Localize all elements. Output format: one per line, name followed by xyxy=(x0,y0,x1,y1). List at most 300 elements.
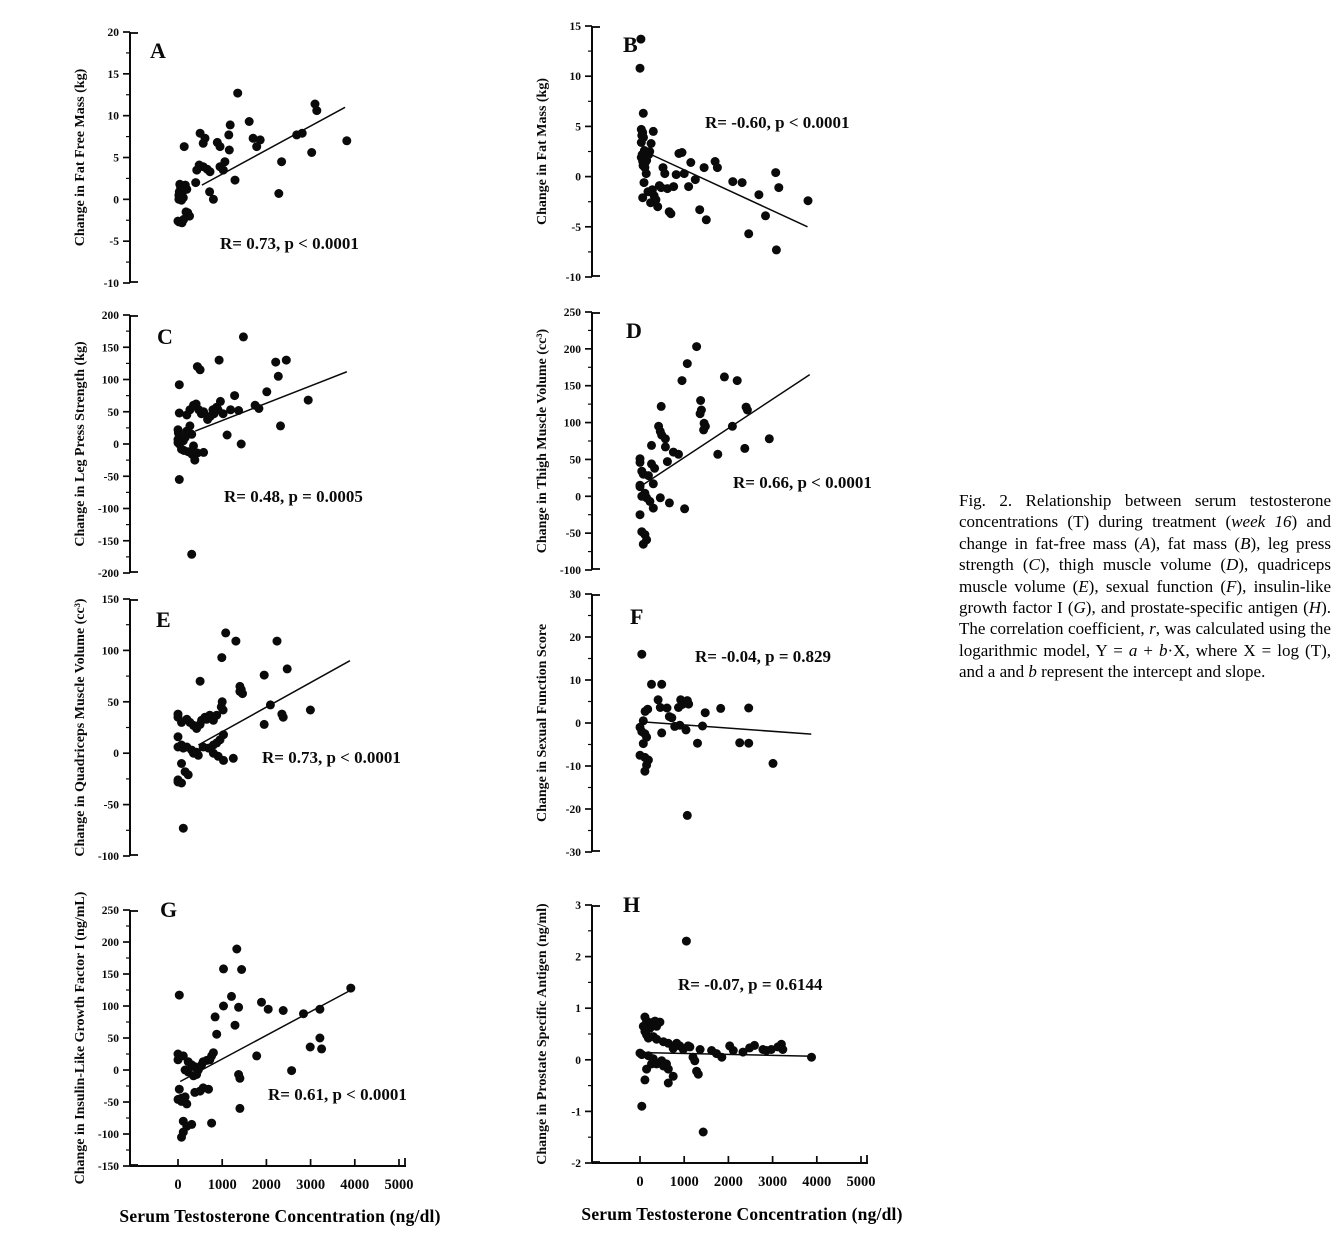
data-point xyxy=(219,1002,228,1011)
data-point xyxy=(649,127,658,136)
scatter-plot-e xyxy=(60,586,500,871)
data-point xyxy=(312,106,321,115)
data-point xyxy=(761,211,770,220)
data-point xyxy=(194,751,203,760)
panel-letter: H xyxy=(623,892,641,917)
data-point xyxy=(184,770,193,779)
data-point xyxy=(237,965,246,974)
data-point xyxy=(665,498,674,507)
data-point xyxy=(637,138,646,147)
data-point xyxy=(256,135,265,144)
caption-text-segment: ). The correlation coefficient, xyxy=(959,598,1331,639)
data-point xyxy=(639,739,648,748)
data-point xyxy=(306,706,315,715)
correlation-annotation: R= 0.48, p = 0.0005 xyxy=(224,487,363,506)
panel-letter: E xyxy=(156,607,171,632)
data-point xyxy=(317,1044,326,1053)
data-point xyxy=(743,406,752,415)
y-tick-label: 1 xyxy=(575,1003,581,1016)
data-point xyxy=(647,459,656,468)
y-tick-label: -100 xyxy=(97,1129,119,1141)
caption-italic-segment: A xyxy=(1139,533,1151,553)
data-point xyxy=(174,732,183,741)
y-tick-label: 0 xyxy=(575,1054,581,1067)
data-point xyxy=(637,650,646,659)
data-point xyxy=(264,1005,273,1014)
data-point xyxy=(226,405,235,414)
y-axis xyxy=(104,27,138,290)
x-tick-label: 4000 xyxy=(340,1177,370,1193)
scatter-points xyxy=(636,937,817,1137)
y-tick-label: -150 xyxy=(97,535,119,548)
data-point xyxy=(640,178,649,187)
data-point xyxy=(647,139,656,148)
x-tick-label: 0 xyxy=(636,1174,644,1190)
data-point xyxy=(175,380,184,389)
trend-line xyxy=(642,375,810,486)
data-point xyxy=(245,117,254,126)
x-tick-label: 2000 xyxy=(251,1177,281,1193)
data-point xyxy=(735,738,744,747)
data-point xyxy=(298,129,307,138)
data-point xyxy=(690,1056,699,1065)
figure-caption xyxy=(959,490,1331,683)
data-point xyxy=(199,448,208,457)
panel-d-thigh-muscle-volume xyxy=(522,298,962,583)
y-tick-label: -5 xyxy=(571,221,581,234)
data-point xyxy=(182,1099,191,1108)
data-point xyxy=(216,397,225,406)
data-point xyxy=(672,170,681,179)
x-tick-label: 5000 xyxy=(384,1177,414,1193)
y-tick-label: 15 xyxy=(569,21,581,33)
x-tick-label: 5000 xyxy=(846,1174,876,1190)
data-point xyxy=(212,1030,221,1039)
data-point xyxy=(175,475,184,484)
y-tick-label: 15 xyxy=(107,68,119,81)
data-point xyxy=(179,824,188,833)
data-point xyxy=(307,148,316,157)
x-tick-label: 3000 xyxy=(758,1174,788,1190)
data-point xyxy=(196,677,205,686)
data-point xyxy=(174,217,183,226)
data-point xyxy=(655,1018,664,1027)
data-point xyxy=(667,713,676,722)
data-point xyxy=(636,458,645,467)
y-axis xyxy=(98,905,138,1173)
data-point xyxy=(217,653,226,662)
data-point xyxy=(233,89,242,98)
correlation-annotation: R= -0.60, p < 0.0001 xyxy=(705,113,850,132)
caption-text-segment: ) and change in fat-free mass ( xyxy=(959,512,1331,553)
data-point xyxy=(346,984,355,993)
data-point xyxy=(187,1120,196,1129)
data-point xyxy=(738,178,747,187)
y-tick-label: 100 xyxy=(563,417,581,430)
data-point xyxy=(661,434,670,443)
data-point xyxy=(206,167,215,176)
data-point xyxy=(654,695,663,704)
y-tick-label: 100 xyxy=(101,645,119,658)
y-tick-label: 0 xyxy=(113,748,119,761)
data-point xyxy=(692,342,701,351)
data-point xyxy=(683,359,692,368)
x-tick-label: 1000 xyxy=(669,1174,699,1190)
data-point xyxy=(713,450,722,459)
data-point xyxy=(683,811,692,820)
data-point xyxy=(192,166,201,175)
x-axis-title-left: Serum Testosterone Concentration (ng/dl) xyxy=(119,1206,441,1226)
y-tick-label: -100 xyxy=(97,503,119,516)
data-point xyxy=(276,421,285,430)
data-point xyxy=(175,1085,184,1094)
y-tick-label: 150 xyxy=(101,594,119,606)
data-point xyxy=(744,229,753,238)
data-point xyxy=(274,372,283,381)
data-point xyxy=(636,35,645,44)
data-point xyxy=(207,1119,216,1128)
panel-h-psa xyxy=(522,876,962,1206)
panel-letter: F xyxy=(630,604,644,629)
data-point xyxy=(657,728,666,737)
data-point xyxy=(273,637,282,646)
data-point xyxy=(684,700,693,709)
data-point xyxy=(728,422,737,431)
caption-italic-segment: G xyxy=(1073,598,1086,618)
data-point xyxy=(235,1104,244,1113)
y-tick-label: 100 xyxy=(101,374,119,387)
data-point xyxy=(728,177,737,186)
data-point xyxy=(701,708,710,717)
y-axis xyxy=(571,900,600,1170)
data-point xyxy=(680,504,689,513)
y-tick-label: -20 xyxy=(565,804,581,816)
panel-letter: B xyxy=(623,32,638,57)
data-point xyxy=(657,680,666,689)
caption-italic-segment: H xyxy=(1308,598,1322,618)
data-point xyxy=(744,704,753,713)
data-point xyxy=(680,169,689,178)
data-point xyxy=(196,365,205,374)
data-point xyxy=(636,64,645,73)
panel-letter: D xyxy=(626,318,642,343)
y-axis xyxy=(566,589,600,859)
scatter-plot-c xyxy=(60,298,500,583)
caption-text-segment: Fig. 2. Relationship between serum testosterone concentrations (T) during treatment ( xyxy=(959,491,1331,532)
scatter-plot-h xyxy=(522,876,962,1206)
y-tick-label: -1 xyxy=(571,1106,581,1119)
data-point xyxy=(717,1053,726,1062)
data-point xyxy=(666,209,675,218)
y-axis-title: Change in Sexual Function Score xyxy=(535,623,550,823)
caption-italic-segment: b xyxy=(1159,640,1168,660)
data-point xyxy=(663,457,672,466)
scatter-points xyxy=(636,35,813,255)
data-point xyxy=(177,779,186,788)
data-point xyxy=(218,697,227,706)
data-point xyxy=(740,444,749,453)
data-point xyxy=(669,1072,678,1081)
y-tick-label: -2 xyxy=(571,1158,581,1170)
y-axis-title: Change in Fat Free Mass (kg) xyxy=(73,68,88,247)
data-point xyxy=(274,189,283,198)
data-point xyxy=(315,1034,324,1043)
data-point xyxy=(175,991,184,1000)
data-point xyxy=(299,1009,308,1018)
data-point xyxy=(640,1075,649,1084)
data-point xyxy=(639,540,648,549)
y-tick-label: 3 xyxy=(575,900,581,912)
data-point xyxy=(216,142,225,151)
data-point xyxy=(229,754,238,763)
panel-g-igf-1 xyxy=(60,876,500,1206)
scatter-plot-g xyxy=(60,876,500,1206)
y-tick-label: 200 xyxy=(101,310,119,322)
x-tick-label: 0 xyxy=(174,1177,182,1193)
data-point xyxy=(227,992,236,1001)
data-point xyxy=(700,163,709,172)
caption-text-segment: ), sexual function ( xyxy=(1088,576,1227,596)
caption-text-segment: , was calculated using the logarithmic model, Y = xyxy=(959,619,1331,660)
data-point xyxy=(771,168,780,177)
data-point xyxy=(199,139,208,148)
data-point xyxy=(691,175,700,184)
data-point xyxy=(678,376,687,385)
data-point xyxy=(638,193,647,202)
y-tick-label: 50 xyxy=(569,454,581,467)
x-axis xyxy=(592,1155,876,1190)
data-point xyxy=(694,1070,703,1079)
data-point xyxy=(182,185,191,194)
data-point xyxy=(696,1045,705,1054)
data-point xyxy=(219,964,228,973)
data-point xyxy=(653,202,662,211)
caption-italic-segment: F xyxy=(1226,576,1237,596)
caption-text-segment: ), thigh muscle volume ( xyxy=(1039,555,1227,575)
data-point xyxy=(774,183,783,192)
correlation-annotation: R= 0.73, p < 0.0001 xyxy=(220,234,359,253)
data-point xyxy=(304,396,313,405)
y-tick-label: 20 xyxy=(569,632,581,644)
caption-text-segment: ), quadriceps muscle volume ( xyxy=(959,555,1331,596)
data-point xyxy=(287,1066,296,1075)
data-point xyxy=(223,431,232,440)
y-tick-label: 50 xyxy=(107,406,119,419)
data-point xyxy=(804,196,813,205)
data-point xyxy=(640,767,649,776)
data-point xyxy=(215,356,224,365)
data-point xyxy=(257,998,266,1007)
panel-c-leg-press-strength xyxy=(60,298,500,583)
y-axis-title: Change in Insulin-Like Growth Factor I (ng/mL) xyxy=(73,891,88,1185)
y-axis-title: Change in Prostate Specific Antigen (ng/ml) xyxy=(535,903,550,1165)
y-tick-label: -150 xyxy=(97,1161,119,1173)
y-tick-label: 150 xyxy=(101,969,119,981)
y-tick-label: 150 xyxy=(563,380,581,393)
y-tick-label: -10 xyxy=(103,278,119,290)
data-point xyxy=(641,707,650,716)
scatter-plot-d xyxy=(522,298,962,583)
caption-italic-segment: D xyxy=(1226,555,1239,575)
scatter-points xyxy=(174,945,356,1142)
data-point xyxy=(637,1102,646,1111)
y-tick-label: -10 xyxy=(565,272,581,284)
data-point xyxy=(231,176,240,185)
scatter-points xyxy=(174,628,315,832)
data-point xyxy=(685,1042,694,1051)
y-tick-label: 0 xyxy=(113,1065,119,1077)
data-point xyxy=(279,713,288,722)
data-point xyxy=(729,1046,738,1055)
data-point xyxy=(234,406,243,415)
data-point xyxy=(660,169,669,178)
data-point xyxy=(226,120,235,129)
data-point xyxy=(696,396,705,405)
data-point xyxy=(682,725,691,734)
caption-text-segment: ·X, where X = log (T), and a and xyxy=(959,640,1331,682)
correlation-annotation: R= 0.66, p < 0.0001 xyxy=(733,473,872,492)
x-axis-title-right: Serum Testosterone Concentration (ng/dl) xyxy=(581,1204,903,1224)
data-point xyxy=(661,442,670,451)
data-point xyxy=(177,759,186,768)
data-point xyxy=(699,425,708,434)
data-point xyxy=(733,376,742,385)
data-point xyxy=(769,759,778,768)
panel-e-quadriceps-muscle-volume xyxy=(60,586,500,871)
data-point xyxy=(191,178,200,187)
caption-text-segment: ), fat mass ( xyxy=(1150,533,1241,553)
data-point xyxy=(684,182,693,191)
data-point xyxy=(262,387,271,396)
caption-italic-segment: week 16 xyxy=(1231,512,1292,532)
data-point xyxy=(212,711,221,720)
data-point xyxy=(224,130,233,139)
data-point xyxy=(260,671,269,680)
y-axis-title: Change in Fat Mass (kg) xyxy=(535,77,550,226)
y-axis xyxy=(98,594,138,863)
trend-line xyxy=(641,722,811,734)
correlation-annotation: R= -0.04, p = 0.829 xyxy=(695,647,832,666)
data-point xyxy=(219,730,228,739)
data-point xyxy=(187,550,196,559)
y-tick-label: 150 xyxy=(101,342,119,355)
caption-text-segment: ), insulin-like growth factor I ( xyxy=(959,576,1331,618)
data-point xyxy=(209,1048,218,1057)
data-point xyxy=(695,205,704,214)
correlation-annotation: R= 0.61, p < 0.0001 xyxy=(268,1085,407,1104)
data-point xyxy=(636,510,645,519)
y-tick-label: 10 xyxy=(107,110,119,123)
data-point xyxy=(220,157,229,166)
data-point xyxy=(644,471,653,480)
y-tick-label: 200 xyxy=(101,937,119,949)
data-point xyxy=(657,402,666,411)
caption-italic-segment: E xyxy=(1078,576,1089,596)
data-point xyxy=(179,1128,188,1137)
y-tick-label: -50 xyxy=(565,528,581,541)
data-point xyxy=(716,704,725,713)
y-tick-label: 100 xyxy=(101,1001,119,1013)
panel-letter: C xyxy=(157,324,173,349)
data-point xyxy=(237,440,246,449)
y-tick-label: 10 xyxy=(569,71,581,84)
data-point xyxy=(642,1065,651,1074)
y-tick-label: 30 xyxy=(569,589,581,601)
caption-italic-segment: r xyxy=(1149,619,1156,639)
data-point xyxy=(699,1128,708,1137)
caption-italic-segment: b xyxy=(1028,662,1037,682)
data-point xyxy=(211,1012,220,1021)
x-tick-label: 3000 xyxy=(296,1177,326,1193)
data-point xyxy=(669,182,678,191)
data-point xyxy=(185,421,194,430)
y-tick-label: 0 xyxy=(113,194,119,207)
data-point xyxy=(765,434,774,443)
data-point xyxy=(778,1045,787,1054)
panel-a-fat-free-mass xyxy=(60,8,500,293)
y-axis xyxy=(566,21,600,284)
y-tick-label: -10 xyxy=(565,761,581,773)
data-point xyxy=(696,409,705,418)
data-point xyxy=(190,1088,199,1097)
data-point xyxy=(190,456,199,465)
data-point xyxy=(266,700,275,709)
data-point xyxy=(282,356,291,365)
data-point xyxy=(642,169,651,178)
panel-letter: A xyxy=(150,38,166,63)
data-point xyxy=(231,1021,240,1030)
caption-text-segment: ), and prostate-specific antigen ( xyxy=(1085,598,1309,618)
data-point xyxy=(180,142,189,151)
caption-italic-segment: B xyxy=(1240,533,1251,553)
y-tick-label: 0 xyxy=(113,439,119,451)
data-point xyxy=(670,722,679,731)
scatter-plot-b xyxy=(522,8,962,293)
trend-line xyxy=(644,1053,812,1057)
data-point xyxy=(234,1003,243,1012)
y-tick-label: -200 xyxy=(97,568,119,580)
data-point xyxy=(647,441,656,450)
data-point xyxy=(639,109,648,118)
caption-text-segment: ), leg press strength ( xyxy=(959,533,1331,575)
data-point xyxy=(232,945,241,954)
y-tick-label: 50 xyxy=(107,696,119,709)
panel-f-sexual-function xyxy=(522,586,962,871)
data-point xyxy=(663,704,672,713)
data-point xyxy=(698,722,707,731)
caption-text-segment: + xyxy=(1137,640,1160,660)
data-point xyxy=(277,157,286,166)
data-point xyxy=(649,479,658,488)
data-point xyxy=(682,937,691,946)
data-point xyxy=(713,163,722,172)
y-axis-title: Change in Quadriceps Muscle Volume (cc³) xyxy=(73,598,88,857)
data-point xyxy=(209,195,218,204)
data-point xyxy=(750,1041,759,1050)
data-point xyxy=(678,148,687,157)
data-point xyxy=(231,637,240,646)
data-point xyxy=(254,404,263,413)
data-point xyxy=(744,739,753,748)
data-point xyxy=(283,664,292,673)
y-tick-label: 10 xyxy=(569,675,581,687)
data-point xyxy=(674,703,683,712)
y-tick-label: -50 xyxy=(103,1097,119,1109)
data-point xyxy=(239,332,248,341)
data-point xyxy=(221,628,230,637)
y-tick-label: 200 xyxy=(563,343,581,356)
data-point xyxy=(702,215,711,224)
